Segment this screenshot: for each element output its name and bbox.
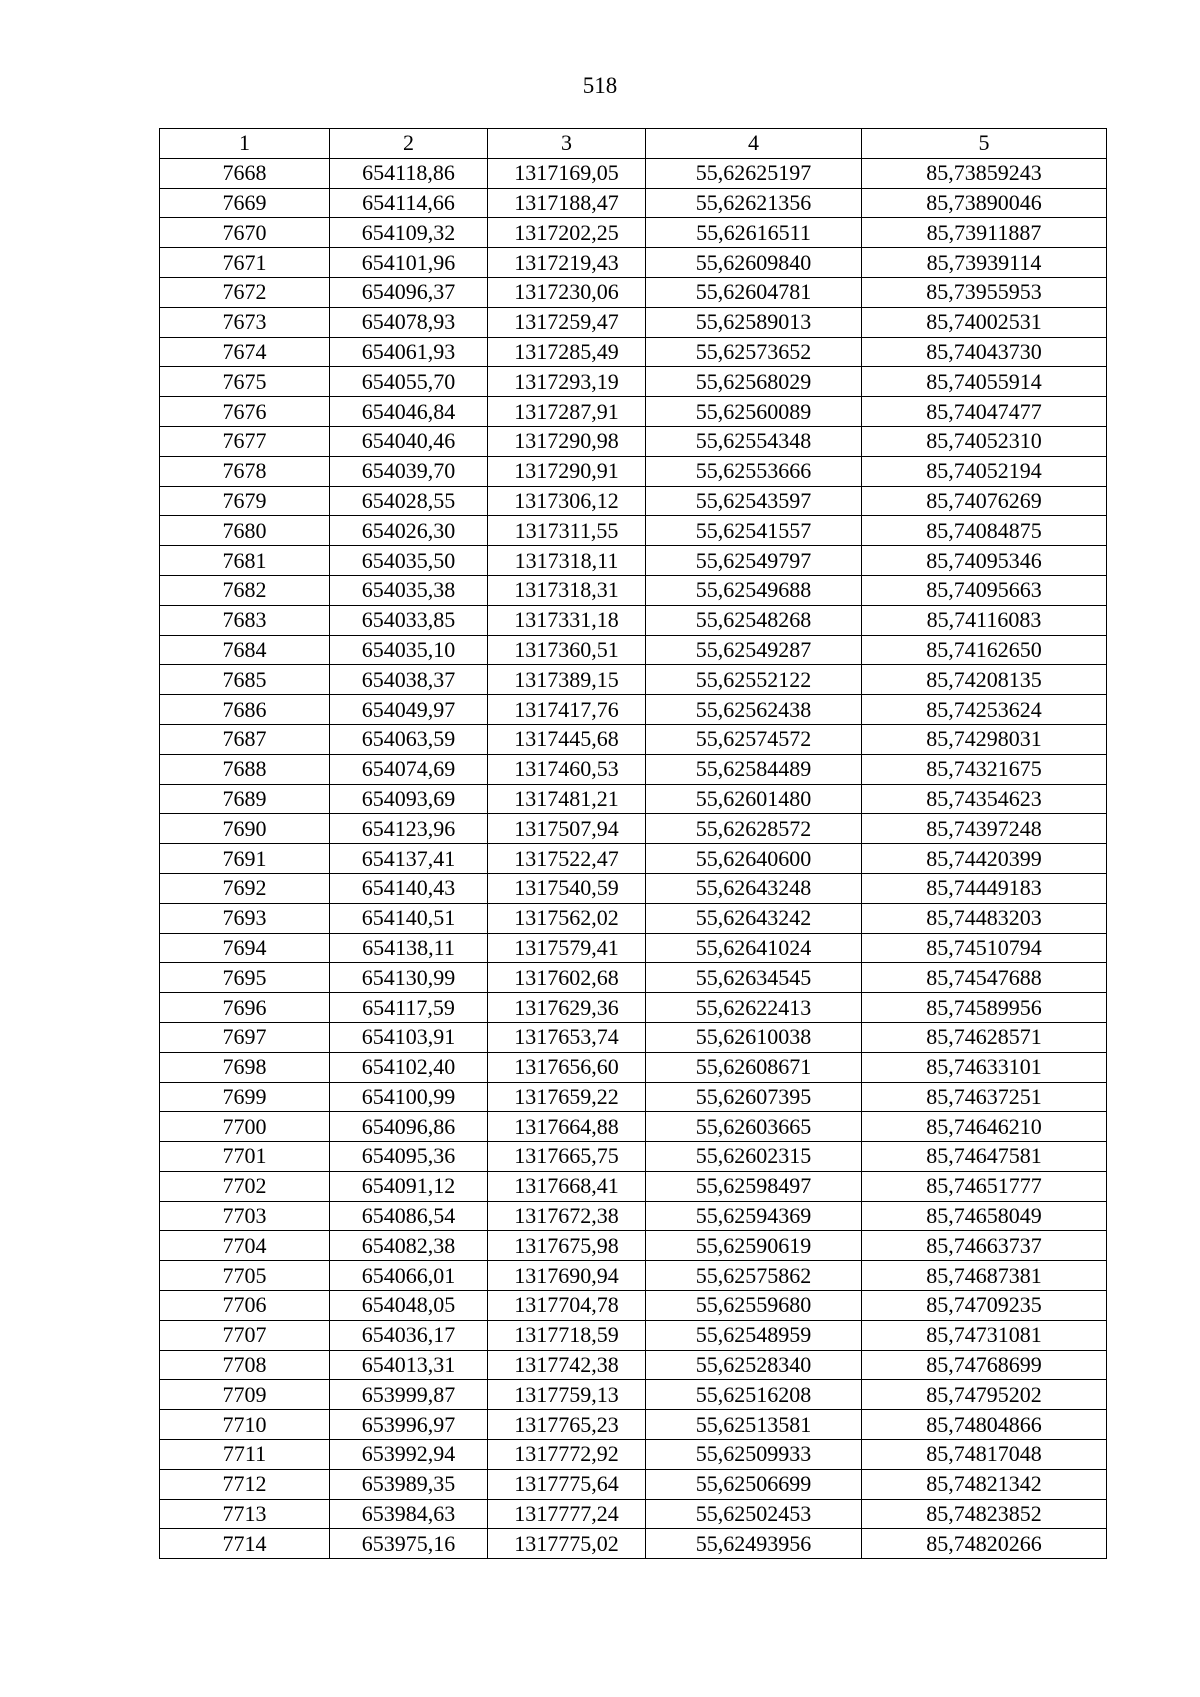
longitude-cell: 85,74354623	[862, 784, 1107, 814]
latitude-cell: 55,62543597	[646, 486, 862, 516]
latitude-cell: 55,62628572	[646, 814, 862, 844]
table-row	[160, 665, 1107, 695]
longitude-cell: 85,74637251	[862, 1082, 1107, 1112]
table-row	[160, 1320, 1107, 1350]
x-coordinate-cell: 654035,10	[330, 635, 488, 665]
latitude-cell: 55,62608671	[646, 1052, 862, 1082]
x-coordinate-cell: 654091,12	[330, 1171, 488, 1201]
point-number-cell: 7677	[160, 426, 330, 456]
table-row	[160, 605, 1107, 635]
point-number-cell: 7689	[160, 784, 330, 814]
y-coordinate-cell: 1317290,98	[488, 426, 646, 456]
point-number-cell: 7686	[160, 695, 330, 725]
point-number-cell: 7670	[160, 218, 330, 248]
longitude-cell: 85,74646210	[862, 1112, 1107, 1142]
x-coordinate-cell: 654086,54	[330, 1201, 488, 1231]
table-row	[160, 158, 1107, 188]
y-coordinate-cell: 1317169,05	[488, 158, 646, 188]
latitude-cell: 55,62575862	[646, 1261, 862, 1291]
x-coordinate-cell: 654049,97	[330, 695, 488, 725]
point-number-cell: 7702	[160, 1171, 330, 1201]
x-coordinate-cell: 654093,69	[330, 784, 488, 814]
latitude-cell: 55,62506699	[646, 1469, 862, 1499]
point-number-cell: 7671	[160, 248, 330, 278]
y-coordinate-cell: 1317704,78	[488, 1291, 646, 1321]
longitude-cell: 85,74633101	[862, 1052, 1107, 1082]
longitude-cell: 85,74804866	[862, 1410, 1107, 1440]
header-row	[160, 129, 1107, 159]
x-coordinate-cell: 654046,84	[330, 397, 488, 427]
longitude-cell: 85,74820266	[862, 1529, 1107, 1559]
longitude-cell: 85,73911887	[862, 218, 1107, 248]
latitude-cell: 55,62549287	[646, 635, 862, 665]
y-coordinate-cell: 1317742,38	[488, 1350, 646, 1380]
y-coordinate-cell: 1317331,18	[488, 605, 646, 635]
latitude-cell: 55,62548268	[646, 605, 862, 635]
table-row	[160, 516, 1107, 546]
longitude-cell: 85,74420399	[862, 844, 1107, 874]
x-coordinate-cell: 653984,63	[330, 1499, 488, 1529]
longitude-cell: 85,74298031	[862, 724, 1107, 754]
table-row	[160, 724, 1107, 754]
latitude-cell: 55,62589013	[646, 307, 862, 337]
table-row	[160, 933, 1107, 963]
point-number-cell: 7699	[160, 1082, 330, 1112]
latitude-cell: 55,62604781	[646, 277, 862, 307]
y-coordinate-cell: 1317629,36	[488, 993, 646, 1023]
y-coordinate-cell: 1317675,98	[488, 1231, 646, 1261]
table-body	[160, 158, 1107, 1558]
longitude-cell: 85,74084875	[862, 516, 1107, 546]
table-row	[160, 1499, 1107, 1529]
point-number-cell: 7703	[160, 1201, 330, 1231]
table-header	[160, 129, 1107, 159]
table-row	[160, 1231, 1107, 1261]
latitude-cell: 55,62641024	[646, 933, 862, 963]
x-coordinate-cell: 654095,36	[330, 1142, 488, 1172]
y-coordinate-cell: 1317690,94	[488, 1261, 646, 1291]
point-number-cell: 7695	[160, 963, 330, 993]
y-coordinate-cell: 1317759,13	[488, 1380, 646, 1410]
y-coordinate-cell: 1317306,12	[488, 486, 646, 516]
y-coordinate-cell: 1317188,47	[488, 188, 646, 218]
latitude-cell: 55,62610038	[646, 1022, 862, 1052]
y-coordinate-cell: 1317668,41	[488, 1171, 646, 1201]
latitude-cell: 55,62590619	[646, 1231, 862, 1261]
x-coordinate-cell: 654038,37	[330, 665, 488, 695]
table-row	[160, 993, 1107, 1023]
latitude-cell: 55,62548959	[646, 1320, 862, 1350]
point-number-cell: 7707	[160, 1320, 330, 1350]
longitude-cell: 85,74047477	[862, 397, 1107, 427]
longitude-cell: 85,73955953	[862, 277, 1107, 307]
column-header-4: 4	[646, 129, 862, 159]
x-coordinate-cell: 654109,32	[330, 218, 488, 248]
y-coordinate-cell: 1317777,24	[488, 1499, 646, 1529]
longitude-cell: 85,74253624	[862, 695, 1107, 725]
y-coordinate-cell: 1317522,47	[488, 844, 646, 874]
x-coordinate-cell: 654101,96	[330, 248, 488, 278]
y-coordinate-cell: 1317290,91	[488, 456, 646, 486]
table-row	[160, 575, 1107, 605]
y-coordinate-cell: 1317389,15	[488, 665, 646, 695]
x-coordinate-cell: 654117,59	[330, 993, 488, 1023]
longitude-cell: 85,74095346	[862, 546, 1107, 576]
latitude-cell: 55,62559680	[646, 1291, 862, 1321]
point-number-cell: 7676	[160, 397, 330, 427]
longitude-cell: 85,74076269	[862, 486, 1107, 516]
latitude-cell: 55,62554348	[646, 426, 862, 456]
x-coordinate-cell: 654048,05	[330, 1291, 488, 1321]
latitude-cell: 55,62553666	[646, 456, 862, 486]
longitude-cell: 85,73890046	[862, 188, 1107, 218]
point-number-cell: 7692	[160, 873, 330, 903]
longitude-cell: 85,74709235	[862, 1291, 1107, 1321]
longitude-cell: 85,74052194	[862, 456, 1107, 486]
longitude-cell: 85,74658049	[862, 1201, 1107, 1231]
longitude-cell: 85,74647581	[862, 1142, 1107, 1172]
point-number-cell: 7694	[160, 933, 330, 963]
y-coordinate-cell: 1317653,74	[488, 1022, 646, 1052]
y-coordinate-cell: 1317259,47	[488, 307, 646, 337]
latitude-cell: 55,62502453	[646, 1499, 862, 1529]
y-coordinate-cell: 1317602,68	[488, 963, 646, 993]
point-number-cell: 7680	[160, 516, 330, 546]
latitude-cell: 55,62549688	[646, 575, 862, 605]
x-coordinate-cell: 654039,70	[330, 456, 488, 486]
longitude-cell: 85,74687381	[862, 1261, 1107, 1291]
point-number-cell: 7713	[160, 1499, 330, 1529]
y-coordinate-cell: 1317287,91	[488, 397, 646, 427]
table-row	[160, 1469, 1107, 1499]
latitude-cell: 55,62609840	[646, 248, 862, 278]
point-number-cell: 7710	[160, 1410, 330, 1440]
latitude-cell: 55,62541557	[646, 516, 862, 546]
latitude-cell: 55,62625197	[646, 158, 862, 188]
x-coordinate-cell: 654066,01	[330, 1261, 488, 1291]
latitude-cell: 55,62634545	[646, 963, 862, 993]
x-coordinate-cell: 653989,35	[330, 1469, 488, 1499]
column-header-3: 3	[488, 129, 646, 159]
longitude-cell: 85,74589956	[862, 993, 1107, 1023]
table-row	[160, 1022, 1107, 1052]
latitude-cell: 55,62621356	[646, 188, 862, 218]
y-coordinate-cell: 1317775,02	[488, 1529, 646, 1559]
x-coordinate-cell: 654140,51	[330, 903, 488, 933]
longitude-cell: 85,74483203	[862, 903, 1107, 933]
table-row	[160, 1380, 1107, 1410]
table-row	[160, 1410, 1107, 1440]
page-number: 518	[582, 73, 618, 98]
y-coordinate-cell: 1317318,31	[488, 575, 646, 605]
x-coordinate-cell: 654013,31	[330, 1350, 488, 1380]
x-coordinate-cell: 654118,86	[330, 158, 488, 188]
point-number-cell: 7683	[160, 605, 330, 635]
table-row	[160, 873, 1107, 903]
latitude-cell: 55,62574572	[646, 724, 862, 754]
x-coordinate-cell: 654100,99	[330, 1082, 488, 1112]
x-coordinate-cell: 654063,59	[330, 724, 488, 754]
point-number-cell: 7700	[160, 1112, 330, 1142]
point-number-cell: 7678	[160, 456, 330, 486]
y-coordinate-cell: 1317775,64	[488, 1469, 646, 1499]
column-header-2: 2	[330, 129, 488, 159]
latitude-cell: 55,62643242	[646, 903, 862, 933]
longitude-cell: 85,74397248	[862, 814, 1107, 844]
x-coordinate-cell: 654096,37	[330, 277, 488, 307]
x-coordinate-cell: 654055,70	[330, 367, 488, 397]
table-row	[160, 486, 1107, 516]
point-number-cell: 7705	[160, 1261, 330, 1291]
column-header-1: 1	[160, 129, 330, 159]
y-coordinate-cell: 1317311,55	[488, 516, 646, 546]
x-coordinate-cell: 654130,99	[330, 963, 488, 993]
table-row	[160, 963, 1107, 993]
x-coordinate-cell: 654035,50	[330, 546, 488, 576]
longitude-cell: 85,74823852	[862, 1499, 1107, 1529]
table-row	[160, 1171, 1107, 1201]
y-coordinate-cell: 1317202,25	[488, 218, 646, 248]
longitude-cell: 85,74052310	[862, 426, 1107, 456]
x-coordinate-cell: 654096,86	[330, 1112, 488, 1142]
point-number-cell: 7687	[160, 724, 330, 754]
x-coordinate-cell: 654035,38	[330, 575, 488, 605]
y-coordinate-cell: 1317481,21	[488, 784, 646, 814]
x-coordinate-cell: 654123,96	[330, 814, 488, 844]
table-row	[160, 546, 1107, 576]
point-number-cell: 7691	[160, 844, 330, 874]
table-row	[160, 1350, 1107, 1380]
point-number-cell: 7682	[160, 575, 330, 605]
longitude-cell: 85,74002531	[862, 307, 1107, 337]
longitude-cell: 85,74547688	[862, 963, 1107, 993]
point-number-cell: 7668	[160, 158, 330, 188]
x-coordinate-cell: 654036,17	[330, 1320, 488, 1350]
x-coordinate-cell: 654114,66	[330, 188, 488, 218]
y-coordinate-cell: 1317460,53	[488, 754, 646, 784]
latitude-cell: 55,62562438	[646, 695, 862, 725]
y-coordinate-cell: 1317293,19	[488, 367, 646, 397]
point-number-cell: 7685	[160, 665, 330, 695]
y-coordinate-cell: 1317285,49	[488, 337, 646, 367]
table-row	[160, 903, 1107, 933]
x-coordinate-cell: 654028,55	[330, 486, 488, 516]
x-coordinate-cell: 653975,16	[330, 1529, 488, 1559]
latitude-cell: 55,62643248	[646, 873, 862, 903]
longitude-cell: 85,73859243	[862, 158, 1107, 188]
latitude-cell: 55,62509933	[646, 1440, 862, 1470]
point-number-cell: 7704	[160, 1231, 330, 1261]
y-coordinate-cell: 1317540,59	[488, 873, 646, 903]
y-coordinate-cell: 1317772,92	[488, 1440, 646, 1470]
table-row	[160, 844, 1107, 874]
x-coordinate-cell: 653992,94	[330, 1440, 488, 1470]
x-coordinate-cell: 654137,41	[330, 844, 488, 874]
table-row	[160, 248, 1107, 278]
table-row	[160, 1052, 1107, 1082]
y-coordinate-cell: 1317718,59	[488, 1320, 646, 1350]
table-row	[160, 1112, 1107, 1142]
longitude-cell: 85,74628571	[862, 1022, 1107, 1052]
table-row	[160, 188, 1107, 218]
x-coordinate-cell: 654140,43	[330, 873, 488, 903]
table-row	[160, 367, 1107, 397]
table-row	[160, 307, 1107, 337]
table-row	[160, 1529, 1107, 1559]
y-coordinate-cell: 1317445,68	[488, 724, 646, 754]
point-number-cell: 7688	[160, 754, 330, 784]
latitude-cell: 55,62607395	[646, 1082, 862, 1112]
point-number-cell: 7696	[160, 993, 330, 1023]
point-number-cell: 7679	[160, 486, 330, 516]
y-coordinate-cell: 1317230,06	[488, 277, 646, 307]
table-row	[160, 218, 1107, 248]
point-number-cell: 7711	[160, 1440, 330, 1470]
latitude-cell: 55,62513581	[646, 1410, 862, 1440]
longitude-cell: 85,74817048	[862, 1440, 1107, 1470]
y-coordinate-cell: 1317665,75	[488, 1142, 646, 1172]
latitude-cell: 55,62549797	[646, 546, 862, 576]
x-coordinate-cell: 654026,30	[330, 516, 488, 546]
latitude-cell: 55,62598497	[646, 1171, 862, 1201]
longitude-cell: 85,74208135	[862, 665, 1107, 695]
point-number-cell: 7681	[160, 546, 330, 576]
y-coordinate-cell: 1317672,38	[488, 1201, 646, 1231]
y-coordinate-cell: 1317507,94	[488, 814, 646, 844]
table-row	[160, 1261, 1107, 1291]
longitude-cell: 85,74663737	[862, 1231, 1107, 1261]
longitude-cell: 85,74795202	[862, 1380, 1107, 1410]
table-row	[160, 1440, 1107, 1470]
x-coordinate-cell: 654103,91	[330, 1022, 488, 1052]
point-number-cell: 7706	[160, 1291, 330, 1321]
longitude-cell: 85,74510794	[862, 933, 1107, 963]
latitude-cell: 55,62584489	[646, 754, 862, 784]
longitude-cell: 85,74731081	[862, 1320, 1107, 1350]
point-number-cell: 7674	[160, 337, 330, 367]
latitude-cell: 55,62640600	[646, 844, 862, 874]
y-coordinate-cell: 1317579,41	[488, 933, 646, 963]
latitude-cell: 55,62516208	[646, 1380, 862, 1410]
x-coordinate-cell: 653999,87	[330, 1380, 488, 1410]
longitude-cell: 85,74162650	[862, 635, 1107, 665]
latitude-cell: 55,62594369	[646, 1201, 862, 1231]
x-coordinate-cell: 654082,38	[330, 1231, 488, 1261]
y-coordinate-cell: 1317417,76	[488, 695, 646, 725]
y-coordinate-cell: 1317664,88	[488, 1112, 646, 1142]
longitude-cell: 85,74821342	[862, 1469, 1107, 1499]
point-number-cell: 7714	[160, 1529, 330, 1559]
point-number-cell: 7708	[160, 1350, 330, 1380]
y-coordinate-cell: 1317562,02	[488, 903, 646, 933]
point-number-cell: 7669	[160, 188, 330, 218]
longitude-cell: 85,73939114	[862, 248, 1107, 278]
longitude-cell: 85,74651777	[862, 1171, 1107, 1201]
longitude-cell: 85,74449183	[862, 873, 1107, 903]
table-row	[160, 754, 1107, 784]
column-header-5: 5	[862, 129, 1107, 159]
longitude-cell: 85,74043730	[862, 337, 1107, 367]
y-coordinate-cell: 1317659,22	[488, 1082, 646, 1112]
y-coordinate-cell: 1317656,60	[488, 1052, 646, 1082]
x-coordinate-cell: 654102,40	[330, 1052, 488, 1082]
latitude-cell: 55,62601480	[646, 784, 862, 814]
latitude-cell: 55,62552122	[646, 665, 862, 695]
longitude-cell: 85,74055914	[862, 367, 1107, 397]
point-number-cell: 7701	[160, 1142, 330, 1172]
table-row	[160, 1291, 1107, 1321]
point-number-cell: 7693	[160, 903, 330, 933]
table-row	[160, 397, 1107, 427]
table-row	[160, 1201, 1107, 1231]
table-row	[160, 1142, 1107, 1172]
table-row	[160, 337, 1107, 367]
x-coordinate-cell: 654033,85	[330, 605, 488, 635]
latitude-cell: 55,62603665	[646, 1112, 862, 1142]
y-coordinate-cell: 1317765,23	[488, 1410, 646, 1440]
y-coordinate-cell: 1317360,51	[488, 635, 646, 665]
x-coordinate-cell: 654040,46	[330, 426, 488, 456]
x-coordinate-cell: 654138,11	[330, 933, 488, 963]
x-coordinate-cell: 654078,93	[330, 307, 488, 337]
table-row	[160, 635, 1107, 665]
latitude-cell: 55,62493956	[646, 1529, 862, 1559]
x-coordinate-cell: 653996,97	[330, 1410, 488, 1440]
longitude-cell: 85,74768699	[862, 1350, 1107, 1380]
latitude-cell: 55,62622413	[646, 993, 862, 1023]
point-number-cell: 7675	[160, 367, 330, 397]
latitude-cell: 55,62602315	[646, 1142, 862, 1172]
table-row	[160, 456, 1107, 486]
latitude-cell: 55,62573652	[646, 337, 862, 367]
x-coordinate-cell: 654074,69	[330, 754, 488, 784]
y-coordinate-cell: 1317219,43	[488, 248, 646, 278]
table-row	[160, 695, 1107, 725]
point-number-cell: 7690	[160, 814, 330, 844]
latitude-cell: 55,62568029	[646, 367, 862, 397]
point-number-cell: 7698	[160, 1052, 330, 1082]
y-coordinate-cell: 1317318,11	[488, 546, 646, 576]
table-row	[160, 784, 1107, 814]
coordinates-table	[159, 128, 1107, 1559]
point-number-cell: 7697	[160, 1022, 330, 1052]
table-row	[160, 814, 1107, 844]
latitude-cell: 55,62560089	[646, 397, 862, 427]
point-number-cell: 7684	[160, 635, 330, 665]
table-row	[160, 426, 1107, 456]
longitude-cell: 85,74321675	[862, 754, 1107, 784]
x-coordinate-cell: 654061,93	[330, 337, 488, 367]
latitude-cell: 55,62616511	[646, 218, 862, 248]
point-number-cell: 7672	[160, 277, 330, 307]
point-number-cell: 7709	[160, 1380, 330, 1410]
table-row	[160, 277, 1107, 307]
point-number-cell: 7673	[160, 307, 330, 337]
point-number-cell: 7712	[160, 1469, 330, 1499]
longitude-cell: 85,74116083	[862, 605, 1107, 635]
longitude-cell: 85,74095663	[862, 575, 1107, 605]
latitude-cell: 55,62528340	[646, 1350, 862, 1380]
table-row	[160, 1082, 1107, 1112]
